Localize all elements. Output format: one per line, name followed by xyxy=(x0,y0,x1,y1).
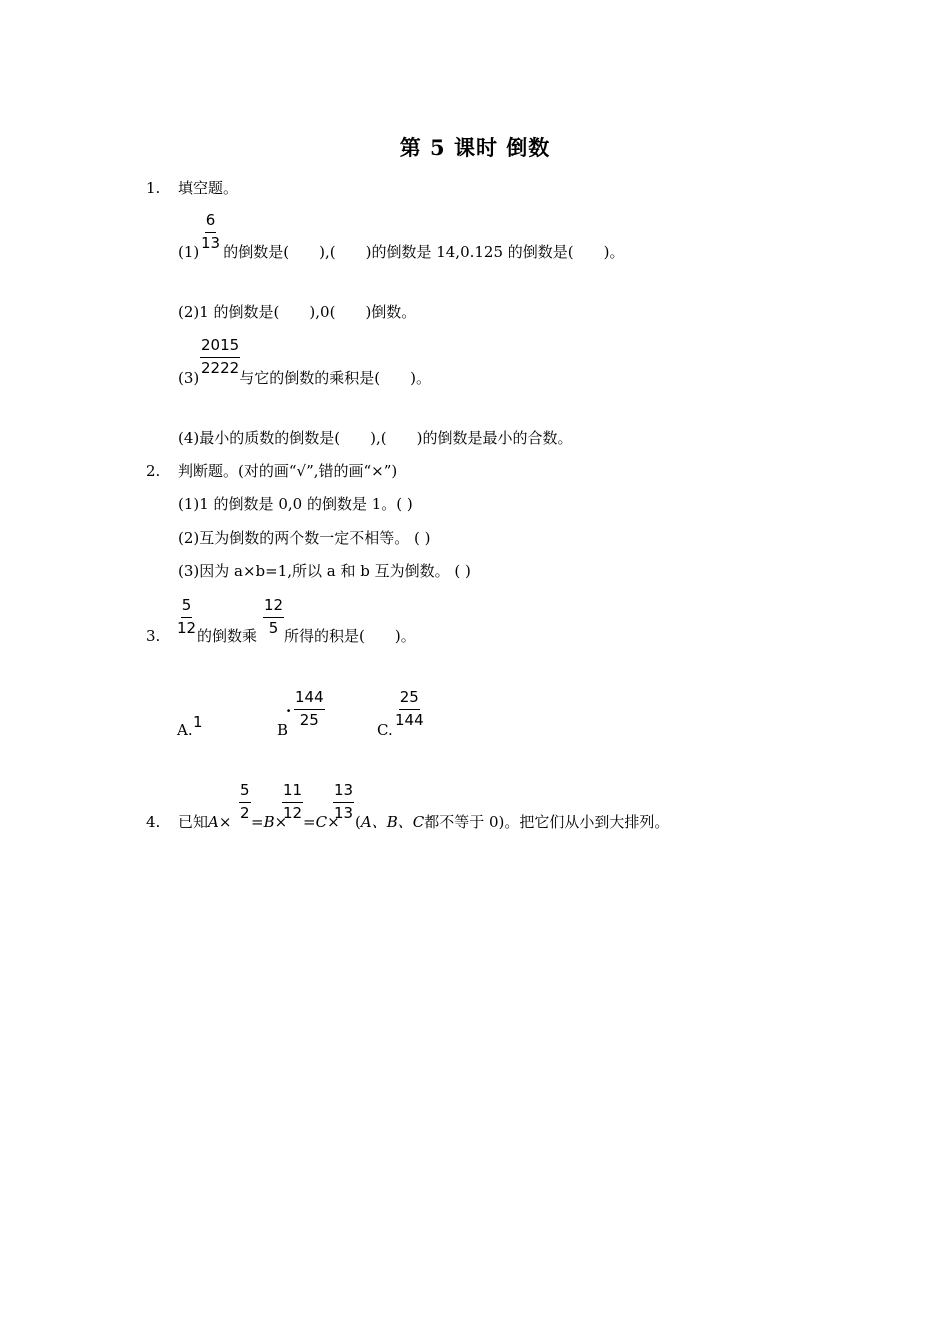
text: )。 xyxy=(410,369,431,387)
text: 与它的倒数的乘积是( xyxy=(239,369,381,387)
question-2-part-1: (1)1 的倒数是 0,0 的倒数是 1。( ) xyxy=(178,495,413,513)
text: (4)最小的质数的倒数是( xyxy=(178,429,341,447)
fraction-denominator: 25 xyxy=(299,711,319,729)
text: 的倒数是( xyxy=(223,243,290,261)
fraction-numerator: 5 xyxy=(239,782,251,803)
text: 已知 xyxy=(178,813,209,831)
var-b: B xyxy=(263,813,275,831)
text: )。 xyxy=(603,243,625,261)
variables: A、B、C xyxy=(360,813,425,831)
text: ( xyxy=(355,813,361,831)
fraction-numerator: 13 xyxy=(333,782,354,803)
fraction-denominator: 2 xyxy=(240,804,250,822)
fraction-denominator: 12 xyxy=(177,619,197,637)
fraction-5-2 xyxy=(239,782,251,822)
text: ),( xyxy=(319,243,336,261)
question-1-part-4 xyxy=(178,427,572,449)
question-1-part-3 xyxy=(178,367,431,389)
question-1-label: 填空题。 xyxy=(178,179,239,197)
fraction-denominator: 13 xyxy=(334,804,354,822)
option-c-label: C. xyxy=(377,721,393,739)
text: (2)1 的倒数是( xyxy=(178,303,280,321)
fraction-5-12 xyxy=(177,597,196,637)
question-4-text-4 xyxy=(355,811,669,833)
question-2-label: 判断题。(对的画“√”,错的画“×”) xyxy=(178,462,398,480)
question-4-number: 4. xyxy=(146,813,161,831)
question-1-number: 1. xyxy=(146,179,161,197)
fraction-numerator: 144 xyxy=(294,689,325,710)
option-b-label: B xyxy=(277,721,289,739)
fraction-numerator: 2015 xyxy=(200,337,240,358)
text: ),0( xyxy=(309,303,336,321)
option-b-dot: · xyxy=(286,702,292,720)
question-4-text-3 xyxy=(303,811,340,833)
question-1-part-1 xyxy=(178,241,625,263)
var-c: C xyxy=(315,813,328,831)
fraction-numerator: 25 xyxy=(399,689,420,710)
text: )的倒数是 14,0.125 的倒数是( xyxy=(365,243,574,261)
question-2-part-3: (3)因为 a×b=1,所以 a 和 b 互为倒数。 ( ) xyxy=(178,562,471,580)
fraction-numerator: 12 xyxy=(263,597,284,618)
text: ),( xyxy=(370,429,387,447)
fraction-denominator: 2222 xyxy=(201,359,240,377)
fraction-denominator: 5 xyxy=(268,619,279,637)
text: 所得的积是( xyxy=(284,627,365,645)
text: 都不等于 0)。把它们从小到大排列。 xyxy=(424,813,670,831)
question-4-text-1 xyxy=(178,811,231,833)
fraction-numerator: 6 xyxy=(205,212,217,233)
times-sign: × xyxy=(218,813,232,831)
question-2-number: 2. xyxy=(146,462,161,480)
option-c-fraction xyxy=(395,689,424,729)
fraction-12-5 xyxy=(263,597,284,637)
option-a-value: 1 xyxy=(193,713,203,731)
page-title: 第 5 课时 倒数 xyxy=(399,135,551,160)
text: )。 xyxy=(394,627,416,645)
text: )倒数。 xyxy=(365,303,417,321)
fraction-denominator: 13 xyxy=(201,234,221,252)
part-label: (3) xyxy=(178,369,200,387)
option-a-label: A. xyxy=(177,721,193,739)
fraction-numerator: 5 xyxy=(181,597,193,618)
question-4-text-2 xyxy=(251,811,287,833)
option-b-fraction xyxy=(294,689,325,729)
question-3-number: 3. xyxy=(146,627,161,645)
fraction-denominator: 144 xyxy=(395,711,424,729)
times-sign: × xyxy=(327,813,340,831)
question-3-text-2 xyxy=(284,625,416,647)
fraction-numerator: 11 xyxy=(282,782,303,803)
part-label: (1) xyxy=(178,243,200,261)
var-a: A xyxy=(208,813,219,831)
question-1-part-2 xyxy=(178,301,416,323)
equals-sign: = xyxy=(251,813,264,831)
text: )的倒数是最小的合数。 xyxy=(416,429,573,447)
fraction-denominator: 12 xyxy=(283,804,303,822)
times-sign: × xyxy=(274,813,288,831)
equals-sign: = xyxy=(303,813,316,831)
question-3-text-1: 的倒数乘 xyxy=(197,627,258,645)
question-2-part-2: (2)互为倒数的两个数一定不相等。 ( ) xyxy=(178,529,431,547)
